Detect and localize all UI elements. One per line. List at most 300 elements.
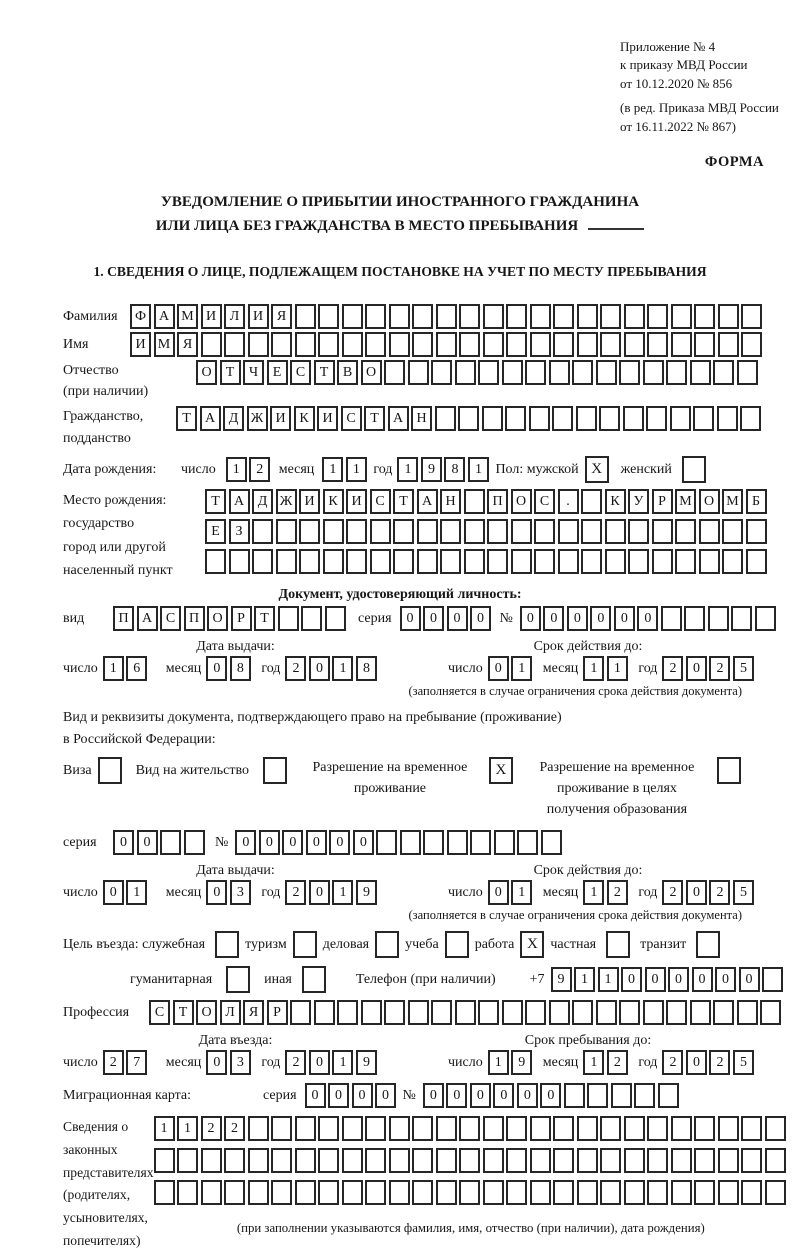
char-box[interactable]: 0 xyxy=(590,606,611,631)
char-box[interactable] xyxy=(314,1000,335,1025)
char-box[interactable] xyxy=(177,1180,198,1205)
char-box[interactable]: 0 xyxy=(446,1083,467,1108)
char-box[interactable] xyxy=(624,1148,645,1173)
char-box[interactable] xyxy=(436,1180,457,1205)
char-box[interactable] xyxy=(599,406,620,431)
char-box[interactable]: 1 xyxy=(488,1050,509,1075)
char-box[interactable] xyxy=(530,332,551,357)
char-box[interactable]: О xyxy=(361,360,382,385)
char-box[interactable]: 0 xyxy=(692,967,713,992)
char-box[interactable]: 0 xyxy=(423,1083,444,1108)
char-box[interactable]: В xyxy=(337,360,358,385)
char-box[interactable] xyxy=(248,1180,269,1205)
char-box[interactable] xyxy=(440,519,461,544)
char-box[interactable] xyxy=(581,519,602,544)
char-box[interactable] xyxy=(741,1180,762,1205)
char-box[interactable] xyxy=(746,519,767,544)
char-box[interactable] xyxy=(487,519,508,544)
char-box[interactable] xyxy=(201,1180,222,1205)
char-box[interactable]: 0 xyxy=(686,656,707,681)
char-box[interactable] xyxy=(646,406,667,431)
char-box[interactable] xyxy=(290,1000,311,1025)
char-box[interactable]: 0 xyxy=(328,1083,349,1108)
char-box[interactable] xyxy=(577,1148,598,1173)
char-box[interactable] xyxy=(412,1116,433,1141)
char-box[interactable]: С xyxy=(149,1000,170,1025)
char-box[interactable] xyxy=(408,360,429,385)
char-box[interactable] xyxy=(459,332,480,357)
char-box[interactable] xyxy=(370,549,391,574)
char-box[interactable] xyxy=(511,519,532,544)
char-box[interactable] xyxy=(694,1116,715,1141)
char-box[interactable] xyxy=(412,332,433,357)
char-box[interactable]: 1 xyxy=(583,880,604,905)
char-box[interactable] xyxy=(205,549,226,574)
char-box[interactable]: 2 xyxy=(285,656,306,681)
char-box[interactable] xyxy=(628,549,649,574)
char-box[interactable] xyxy=(506,332,527,357)
char-box[interactable] xyxy=(718,332,739,357)
char-box[interactable] xyxy=(346,519,367,544)
char-box[interactable] xyxy=(643,360,664,385)
char-box[interactable]: 0 xyxy=(520,606,541,631)
char-box[interactable] xyxy=(248,1148,269,1173)
char-box[interactable]: А xyxy=(200,406,221,431)
char-box[interactable] xyxy=(483,1148,504,1173)
char-box[interactable]: 0 xyxy=(137,830,158,855)
char-box[interactable] xyxy=(384,360,405,385)
char-box[interactable] xyxy=(553,1116,574,1141)
char-box[interactable] xyxy=(694,332,715,357)
char-box[interactable] xyxy=(431,360,452,385)
char-box[interactable] xyxy=(464,489,485,514)
char-box[interactable] xyxy=(765,1180,786,1205)
char-box[interactable] xyxy=(177,1148,198,1173)
char-box[interactable]: 0 xyxy=(637,606,658,631)
char-box[interactable]: А xyxy=(417,489,438,514)
char-box[interactable]: Т xyxy=(176,406,197,431)
char-box[interactable] xyxy=(301,606,322,631)
char-box[interactable] xyxy=(201,1148,222,1173)
char-box[interactable]: 0 xyxy=(353,830,374,855)
char-box[interactable] xyxy=(666,1000,687,1025)
char-box[interactable]: 1 xyxy=(598,967,619,992)
char-box[interactable]: 2 xyxy=(285,1050,306,1075)
char-box[interactable] xyxy=(342,1148,363,1173)
char-box[interactable] xyxy=(605,549,626,574)
char-box[interactable] xyxy=(342,1180,363,1205)
char-box[interactable] xyxy=(318,304,339,329)
char-box[interactable] xyxy=(470,830,491,855)
char-box[interactable] xyxy=(483,304,504,329)
char-box[interactable] xyxy=(506,1148,527,1173)
char-box[interactable]: 0 xyxy=(206,880,227,905)
char-box[interactable] xyxy=(248,1116,269,1141)
char-box[interactable] xyxy=(464,519,485,544)
char-box[interactable] xyxy=(671,1148,692,1173)
char-box[interactable]: 0 xyxy=(400,606,421,631)
char-box[interactable]: 1 xyxy=(332,1050,353,1075)
char-box[interactable]: Т xyxy=(205,489,226,514)
char-box[interactable]: А xyxy=(154,304,175,329)
char-box[interactable] xyxy=(675,549,696,574)
char-box[interactable] xyxy=(572,360,593,385)
purpose-other-checkbox[interactable] xyxy=(302,966,326,993)
char-box[interactable]: Р xyxy=(267,1000,288,1025)
char-box[interactable]: С xyxy=(534,489,555,514)
char-box[interactable]: 0 xyxy=(309,1050,330,1075)
char-box[interactable] xyxy=(342,1116,363,1141)
char-box[interactable] xyxy=(506,1180,527,1205)
char-box[interactable] xyxy=(652,549,673,574)
char-box[interactable]: Н xyxy=(411,406,432,431)
char-box[interactable]: 1 xyxy=(332,656,353,681)
char-box[interactable]: С xyxy=(160,606,181,631)
char-box[interactable]: Л xyxy=(220,1000,241,1025)
char-box[interactable] xyxy=(647,1148,668,1173)
char-box[interactable] xyxy=(459,1180,480,1205)
char-box[interactable]: А xyxy=(229,489,250,514)
char-box[interactable]: 1 xyxy=(126,880,147,905)
char-box[interactable]: 0 xyxy=(470,606,491,631)
char-box[interactable] xyxy=(389,304,410,329)
char-box[interactable] xyxy=(600,1180,621,1205)
char-box[interactable] xyxy=(502,1000,523,1025)
char-box[interactable]: 1 xyxy=(511,880,532,905)
char-box[interactable] xyxy=(572,1000,593,1025)
char-box[interactable]: О xyxy=(699,489,720,514)
sex-female-checkbox[interactable] xyxy=(682,456,706,483)
char-box[interactable]: 0 xyxy=(540,1083,561,1108)
char-box[interactable] xyxy=(393,519,414,544)
char-box[interactable]: К xyxy=(605,489,626,514)
char-box[interactable] xyxy=(671,1180,692,1205)
char-box[interactable]: 9 xyxy=(356,1050,377,1075)
char-box[interactable] xyxy=(746,549,767,574)
char-box[interactable] xyxy=(600,332,621,357)
char-box[interactable] xyxy=(323,549,344,574)
char-box[interactable] xyxy=(576,406,597,431)
char-box[interactable]: 2 xyxy=(249,457,270,482)
purpose-work-checkbox[interactable]: X xyxy=(520,931,544,958)
char-box[interactable]: А xyxy=(388,406,409,431)
char-box[interactable] xyxy=(464,549,485,574)
char-box[interactable]: Д xyxy=(252,489,273,514)
char-box[interactable] xyxy=(741,1148,762,1173)
char-box[interactable] xyxy=(271,1116,292,1141)
char-box[interactable] xyxy=(552,406,573,431)
char-box[interactable]: 5 xyxy=(733,880,754,905)
purpose-private-checkbox[interactable] xyxy=(606,931,630,958)
char-box[interactable] xyxy=(577,304,598,329)
visa-checkbox[interactable] xyxy=(98,757,122,784)
char-box[interactable]: Д xyxy=(223,406,244,431)
char-box[interactable] xyxy=(661,606,682,631)
char-box[interactable]: 0 xyxy=(282,830,303,855)
char-box[interactable]: 0 xyxy=(447,606,468,631)
char-box[interactable] xyxy=(671,332,692,357)
char-box[interactable]: 0 xyxy=(686,880,707,905)
char-box[interactable] xyxy=(718,1116,739,1141)
char-box[interactable]: Ф xyxy=(130,304,151,329)
purpose-tourism-checkbox[interactable] xyxy=(293,931,317,958)
char-box[interactable] xyxy=(342,304,363,329)
char-box[interactable] xyxy=(478,360,499,385)
char-box[interactable] xyxy=(713,1000,734,1025)
char-box[interactable] xyxy=(623,406,644,431)
char-box[interactable] xyxy=(224,1148,245,1173)
char-box[interactable] xyxy=(619,360,640,385)
char-box[interactable]: 1 xyxy=(468,457,489,482)
char-box[interactable]: 1 xyxy=(607,656,628,681)
char-box[interactable]: И xyxy=(201,304,222,329)
char-box[interactable]: 0 xyxy=(352,1083,373,1108)
char-box[interactable] xyxy=(389,1116,410,1141)
char-box[interactable] xyxy=(581,489,602,514)
char-box[interactable] xyxy=(478,1000,499,1025)
char-box[interactable] xyxy=(558,549,579,574)
char-box[interactable]: 0 xyxy=(103,880,124,905)
char-box[interactable] xyxy=(694,1148,715,1173)
char-box[interactable] xyxy=(581,549,602,574)
char-box[interactable] xyxy=(224,332,245,357)
char-box[interactable]: 0 xyxy=(493,1083,514,1108)
char-box[interactable] xyxy=(229,549,250,574)
char-box[interactable] xyxy=(412,1148,433,1173)
char-box[interactable] xyxy=(755,606,776,631)
char-box[interactable] xyxy=(346,549,367,574)
char-box[interactable] xyxy=(765,1116,786,1141)
char-box[interactable] xyxy=(436,1148,457,1173)
char-box[interactable] xyxy=(741,1116,762,1141)
char-box[interactable]: 0 xyxy=(305,1083,326,1108)
char-box[interactable] xyxy=(295,332,316,357)
char-box[interactable]: И xyxy=(317,406,338,431)
char-box[interactable] xyxy=(299,519,320,544)
char-box[interactable] xyxy=(365,304,386,329)
char-box[interactable]: Б xyxy=(746,489,767,514)
char-box[interactable]: 1 xyxy=(154,1116,175,1141)
purpose-official-checkbox[interactable] xyxy=(215,931,239,958)
char-box[interactable] xyxy=(564,1083,585,1108)
char-box[interactable] xyxy=(717,406,738,431)
char-box[interactable]: 2 xyxy=(201,1116,222,1141)
char-box[interactable] xyxy=(722,549,743,574)
char-box[interactable] xyxy=(596,360,617,385)
char-box[interactable] xyxy=(502,360,523,385)
char-box[interactable] xyxy=(740,406,761,431)
char-box[interactable]: 0 xyxy=(668,967,689,992)
char-box[interactable] xyxy=(737,1000,758,1025)
char-box[interactable] xyxy=(553,304,574,329)
char-box[interactable]: 2 xyxy=(662,1050,683,1075)
char-box[interactable]: 0 xyxy=(686,1050,707,1075)
char-box[interactable] xyxy=(417,549,438,574)
char-box[interactable]: Т xyxy=(364,406,385,431)
char-box[interactable] xyxy=(511,549,532,574)
char-box[interactable] xyxy=(412,304,433,329)
char-box[interactable]: 0 xyxy=(206,1050,227,1075)
char-box[interactable] xyxy=(455,360,476,385)
char-box[interactable] xyxy=(365,1148,386,1173)
char-box[interactable]: 3 xyxy=(230,1050,251,1075)
char-box[interactable] xyxy=(624,332,645,357)
char-box[interactable] xyxy=(690,1000,711,1025)
char-box[interactable] xyxy=(718,1180,739,1205)
char-box[interactable]: Т xyxy=(220,360,241,385)
char-box[interactable]: Р xyxy=(652,489,673,514)
char-box[interactable]: 1 xyxy=(574,967,595,992)
char-box[interactable] xyxy=(525,1000,546,1025)
char-box[interactable]: 0 xyxy=(621,967,642,992)
char-box[interactable] xyxy=(201,332,222,357)
char-box[interactable] xyxy=(482,406,503,431)
char-box[interactable]: 2 xyxy=(224,1116,245,1141)
char-box[interactable] xyxy=(658,1083,679,1108)
char-box[interactable]: 9 xyxy=(511,1050,532,1075)
char-box[interactable]: 0 xyxy=(113,830,134,855)
char-box[interactable] xyxy=(271,1148,292,1173)
char-box[interactable] xyxy=(299,549,320,574)
purpose-transit-checkbox[interactable] xyxy=(696,931,720,958)
char-box[interactable]: Л xyxy=(224,304,245,329)
char-box[interactable] xyxy=(506,304,527,329)
char-box[interactable] xyxy=(459,1148,480,1173)
char-box[interactable] xyxy=(276,519,297,544)
char-box[interactable] xyxy=(694,304,715,329)
char-box[interactable] xyxy=(534,519,555,544)
char-box[interactable]: 9 xyxy=(551,967,572,992)
char-box[interactable] xyxy=(624,1180,645,1205)
char-box[interactable]: 2 xyxy=(607,880,628,905)
char-box[interactable]: Ж xyxy=(247,406,268,431)
char-box[interactable] xyxy=(384,1000,405,1025)
char-box[interactable] xyxy=(713,360,734,385)
char-box[interactable] xyxy=(530,1148,551,1173)
char-box[interactable] xyxy=(693,406,714,431)
char-box[interactable] xyxy=(412,1180,433,1205)
char-box[interactable]: И xyxy=(299,489,320,514)
char-box[interactable] xyxy=(530,1116,551,1141)
char-box[interactable]: П xyxy=(487,489,508,514)
char-box[interactable] xyxy=(577,332,598,357)
char-box[interactable] xyxy=(323,519,344,544)
char-box[interactable] xyxy=(718,304,739,329)
char-box[interactable] xyxy=(318,1148,339,1173)
char-box[interactable] xyxy=(529,406,550,431)
char-box[interactable]: О xyxy=(196,1000,217,1025)
char-box[interactable] xyxy=(628,519,649,544)
char-box[interactable]: 0 xyxy=(206,656,227,681)
char-box[interactable] xyxy=(605,519,626,544)
char-box[interactable]: 2 xyxy=(103,1050,124,1075)
char-box[interactable]: 1 xyxy=(583,1050,604,1075)
residence-permit-checkbox[interactable] xyxy=(263,757,287,784)
char-box[interactable] xyxy=(670,406,691,431)
char-box[interactable] xyxy=(718,1148,739,1173)
char-box[interactable] xyxy=(436,304,457,329)
char-box[interactable]: И xyxy=(130,332,151,357)
char-box[interactable]: 1 xyxy=(322,457,343,482)
char-box[interactable] xyxy=(458,406,479,431)
char-box[interactable]: 0 xyxy=(614,606,635,631)
char-box[interactable]: 0 xyxy=(423,606,444,631)
char-box[interactable]: 1 xyxy=(332,880,353,905)
char-box[interactable] xyxy=(652,519,673,544)
char-box[interactable] xyxy=(337,1000,358,1025)
char-box[interactable]: 0 xyxy=(739,967,760,992)
char-box[interactable] xyxy=(647,1116,668,1141)
char-box[interactable] xyxy=(741,332,762,357)
char-box[interactable]: Я xyxy=(177,332,198,357)
char-box[interactable] xyxy=(160,830,181,855)
char-box[interactable]: 8 xyxy=(444,457,465,482)
char-box[interactable] xyxy=(184,830,205,855)
char-box[interactable] xyxy=(447,830,468,855)
char-box[interactable] xyxy=(154,1148,175,1173)
char-box[interactable]: Ж xyxy=(276,489,297,514)
char-box[interactable]: 1 xyxy=(583,656,604,681)
char-box[interactable] xyxy=(762,967,783,992)
char-box[interactable] xyxy=(459,1116,480,1141)
char-box[interactable] xyxy=(619,1000,640,1025)
char-box[interactable] xyxy=(376,830,397,855)
char-box[interactable]: С xyxy=(370,489,391,514)
char-box[interactable] xyxy=(694,1180,715,1205)
char-box[interactable]: К xyxy=(294,406,315,431)
rvp-education-checkbox[interactable] xyxy=(717,757,741,784)
char-box[interactable]: Е xyxy=(267,360,288,385)
char-box[interactable]: 1 xyxy=(511,656,532,681)
char-box[interactable]: Р xyxy=(231,606,252,631)
char-box[interactable]: Я xyxy=(271,304,292,329)
char-box[interactable] xyxy=(666,360,687,385)
char-box[interactable] xyxy=(417,519,438,544)
char-box[interactable]: 2 xyxy=(607,1050,628,1075)
char-box[interactable]: Ч xyxy=(243,360,264,385)
char-box[interactable] xyxy=(252,549,273,574)
char-box[interactable]: Т xyxy=(254,606,275,631)
char-box[interactable]: 2 xyxy=(709,1050,730,1075)
char-box[interactable]: П xyxy=(113,606,134,631)
char-box[interactable]: 0 xyxy=(235,830,256,855)
char-box[interactable]: М xyxy=(154,332,175,357)
char-box[interactable]: О xyxy=(207,606,228,631)
char-box[interactable] xyxy=(370,519,391,544)
char-box[interactable] xyxy=(342,332,363,357)
char-box[interactable]: 9 xyxy=(356,880,377,905)
char-box[interactable] xyxy=(690,360,711,385)
char-box[interactable]: 2 xyxy=(662,656,683,681)
sex-male-checkbox[interactable]: X xyxy=(585,456,609,483)
char-box[interactable]: 0 xyxy=(715,967,736,992)
char-box[interactable] xyxy=(525,360,546,385)
char-box[interactable] xyxy=(760,1000,781,1025)
char-box[interactable]: 0 xyxy=(309,880,330,905)
char-box[interactable]: 3 xyxy=(230,880,251,905)
char-box[interactable] xyxy=(318,1180,339,1205)
char-box[interactable] xyxy=(699,549,720,574)
char-box[interactable] xyxy=(389,1180,410,1205)
char-box[interactable]: С xyxy=(341,406,362,431)
char-box[interactable] xyxy=(455,1000,476,1025)
char-box[interactable] xyxy=(271,332,292,357)
char-box[interactable]: О xyxy=(511,489,532,514)
char-box[interactable]: 0 xyxy=(517,1083,538,1108)
char-box[interactable] xyxy=(248,332,269,357)
char-box[interactable] xyxy=(365,1116,386,1141)
char-box[interactable] xyxy=(252,519,273,544)
